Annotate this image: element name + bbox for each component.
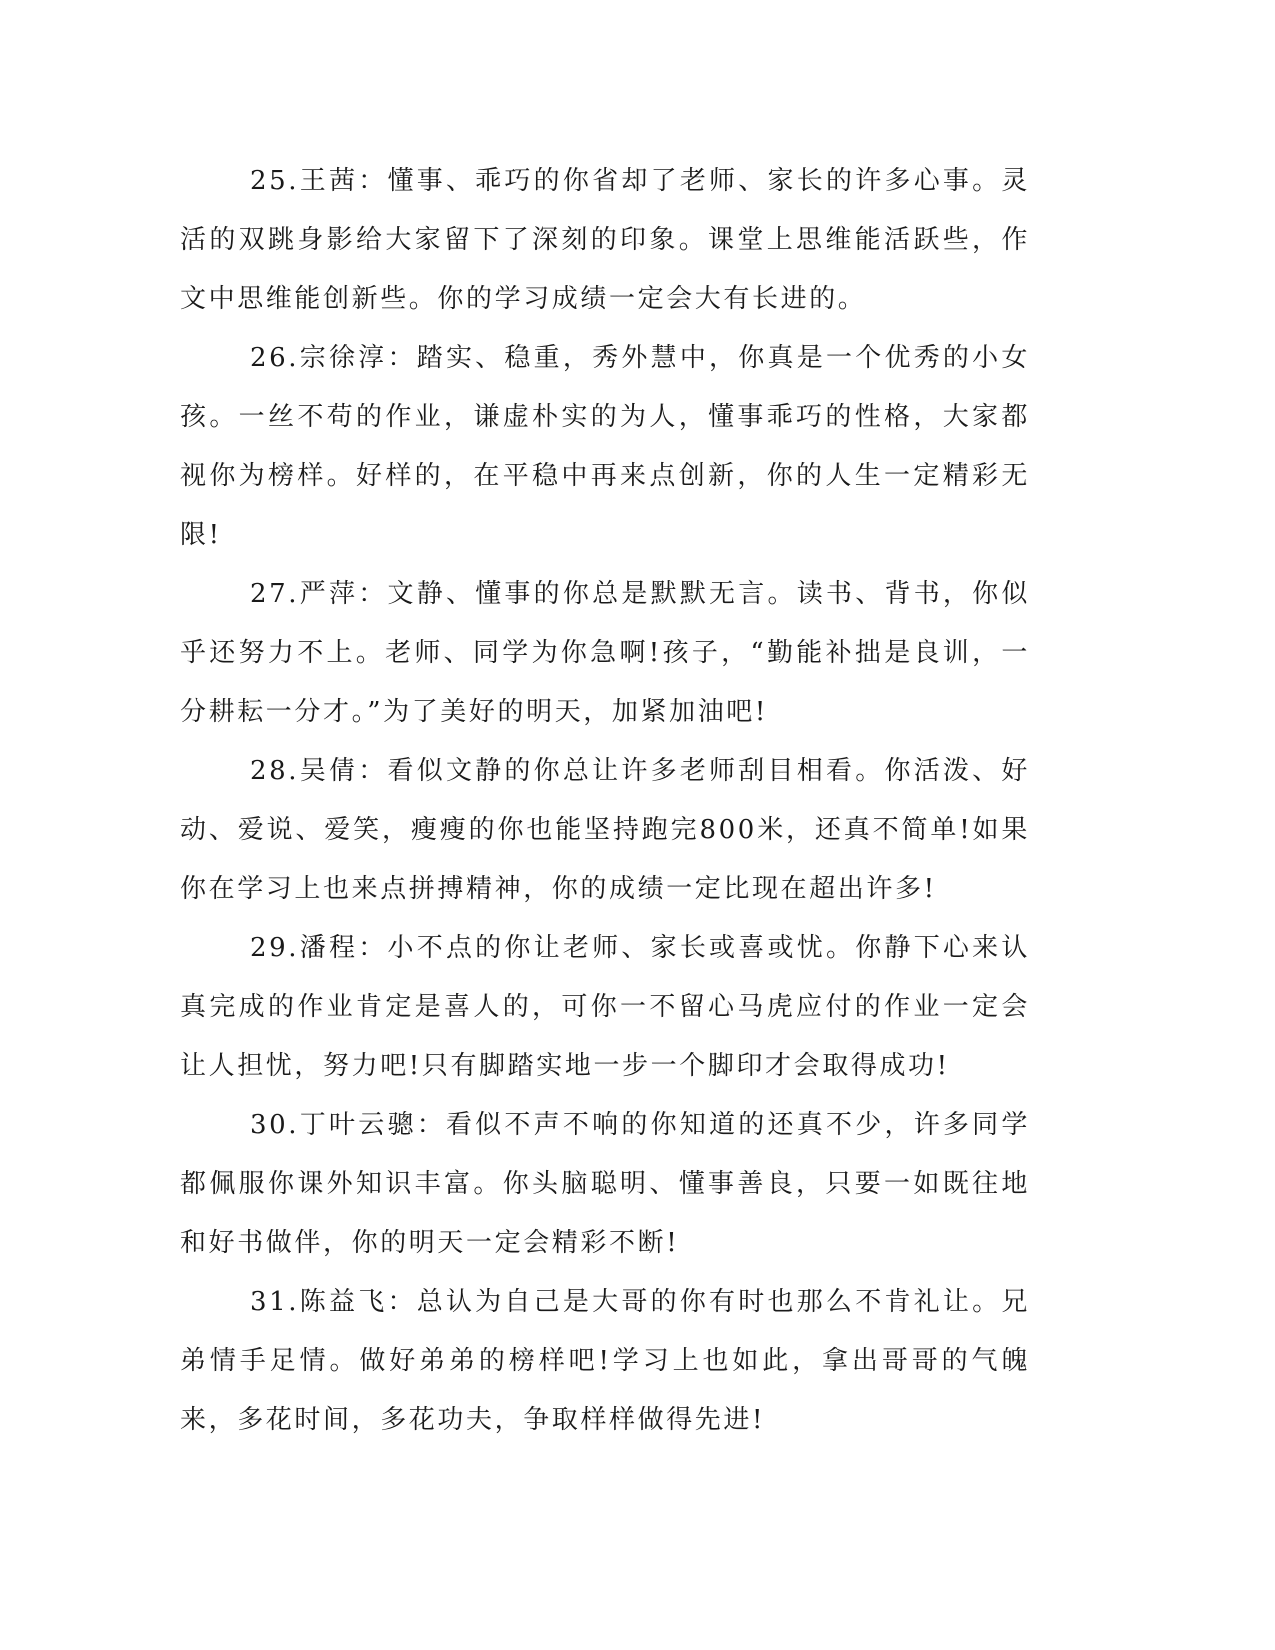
comment-paragraph-29: 29.潘程：小不点的你让老师、家长或喜或忧。你静下心来认真完成的作业肯定是喜人的，可你一不留心马虎应付的作业一定会让人担忧，努力吧!只有脚踏实地一步一个脚印才会取得成功!	[180, 933, 1030, 1081]
comment-paragraph-25: 25.王茜：懂事、乖巧的你省却了老师、家长的许多心事。灵活的双跳身影给大家留下了深刻的印象。课堂上思维能活跃些，作文中思维能创新些。你的学习成绩一定会大有长进的。	[180, 166, 1030, 314]
comment-paragraph-28: 28.吴倩：看似文静的你总让许多老师刮目相看。你活泼、好动、爱说、爱笑，瘦瘦的你也能坚持跑完800米，还真不简单!如果你在学习上也来点拼搏精神，你的成绩一定比现在超出许多!	[180, 756, 1030, 904]
comment-paragraph-31: 31.陈益飞：总认为自己是大哥的你有时也那么不肯礼让。兄弟情手足情。做好弟弟的榜样吧!学习上也如此，拿出哥哥的气魄来，多花时间，多花功夫，争取样样做得先进!	[180, 1287, 1030, 1435]
document-body	[180, 152, 1030, 1450]
comment-paragraph-26: 26.宗徐淳：踏实、稳重，秀外慧中，你真是一个优秀的小女孩。一丝不苟的作业，谦虚朴实的为人，懂事乖巧的性格，大家都视你为榜样。好样的，在平稳中再来点创新，你的人生一定精彩无限!	[180, 343, 1030, 550]
comment-paragraph-30: 30.丁叶云骢：看似不声不响的你知道的还真不少，许多同学都佩服你课外知识丰富。你头脑聪明、懂事善良，只要一如既往地和好书做伴，你的明天一定会精彩不断!	[180, 1110, 1030, 1258]
comment-paragraph-27: 27.严萍：文静、懂事的你总是默默无言。读书、背书，你似乎还努力不上。老师、同学为你急啊!孩子，“勤能补拙是良训，一分耕耘一分才。”为了美好的明天，加紧加油吧!	[180, 579, 1030, 727]
